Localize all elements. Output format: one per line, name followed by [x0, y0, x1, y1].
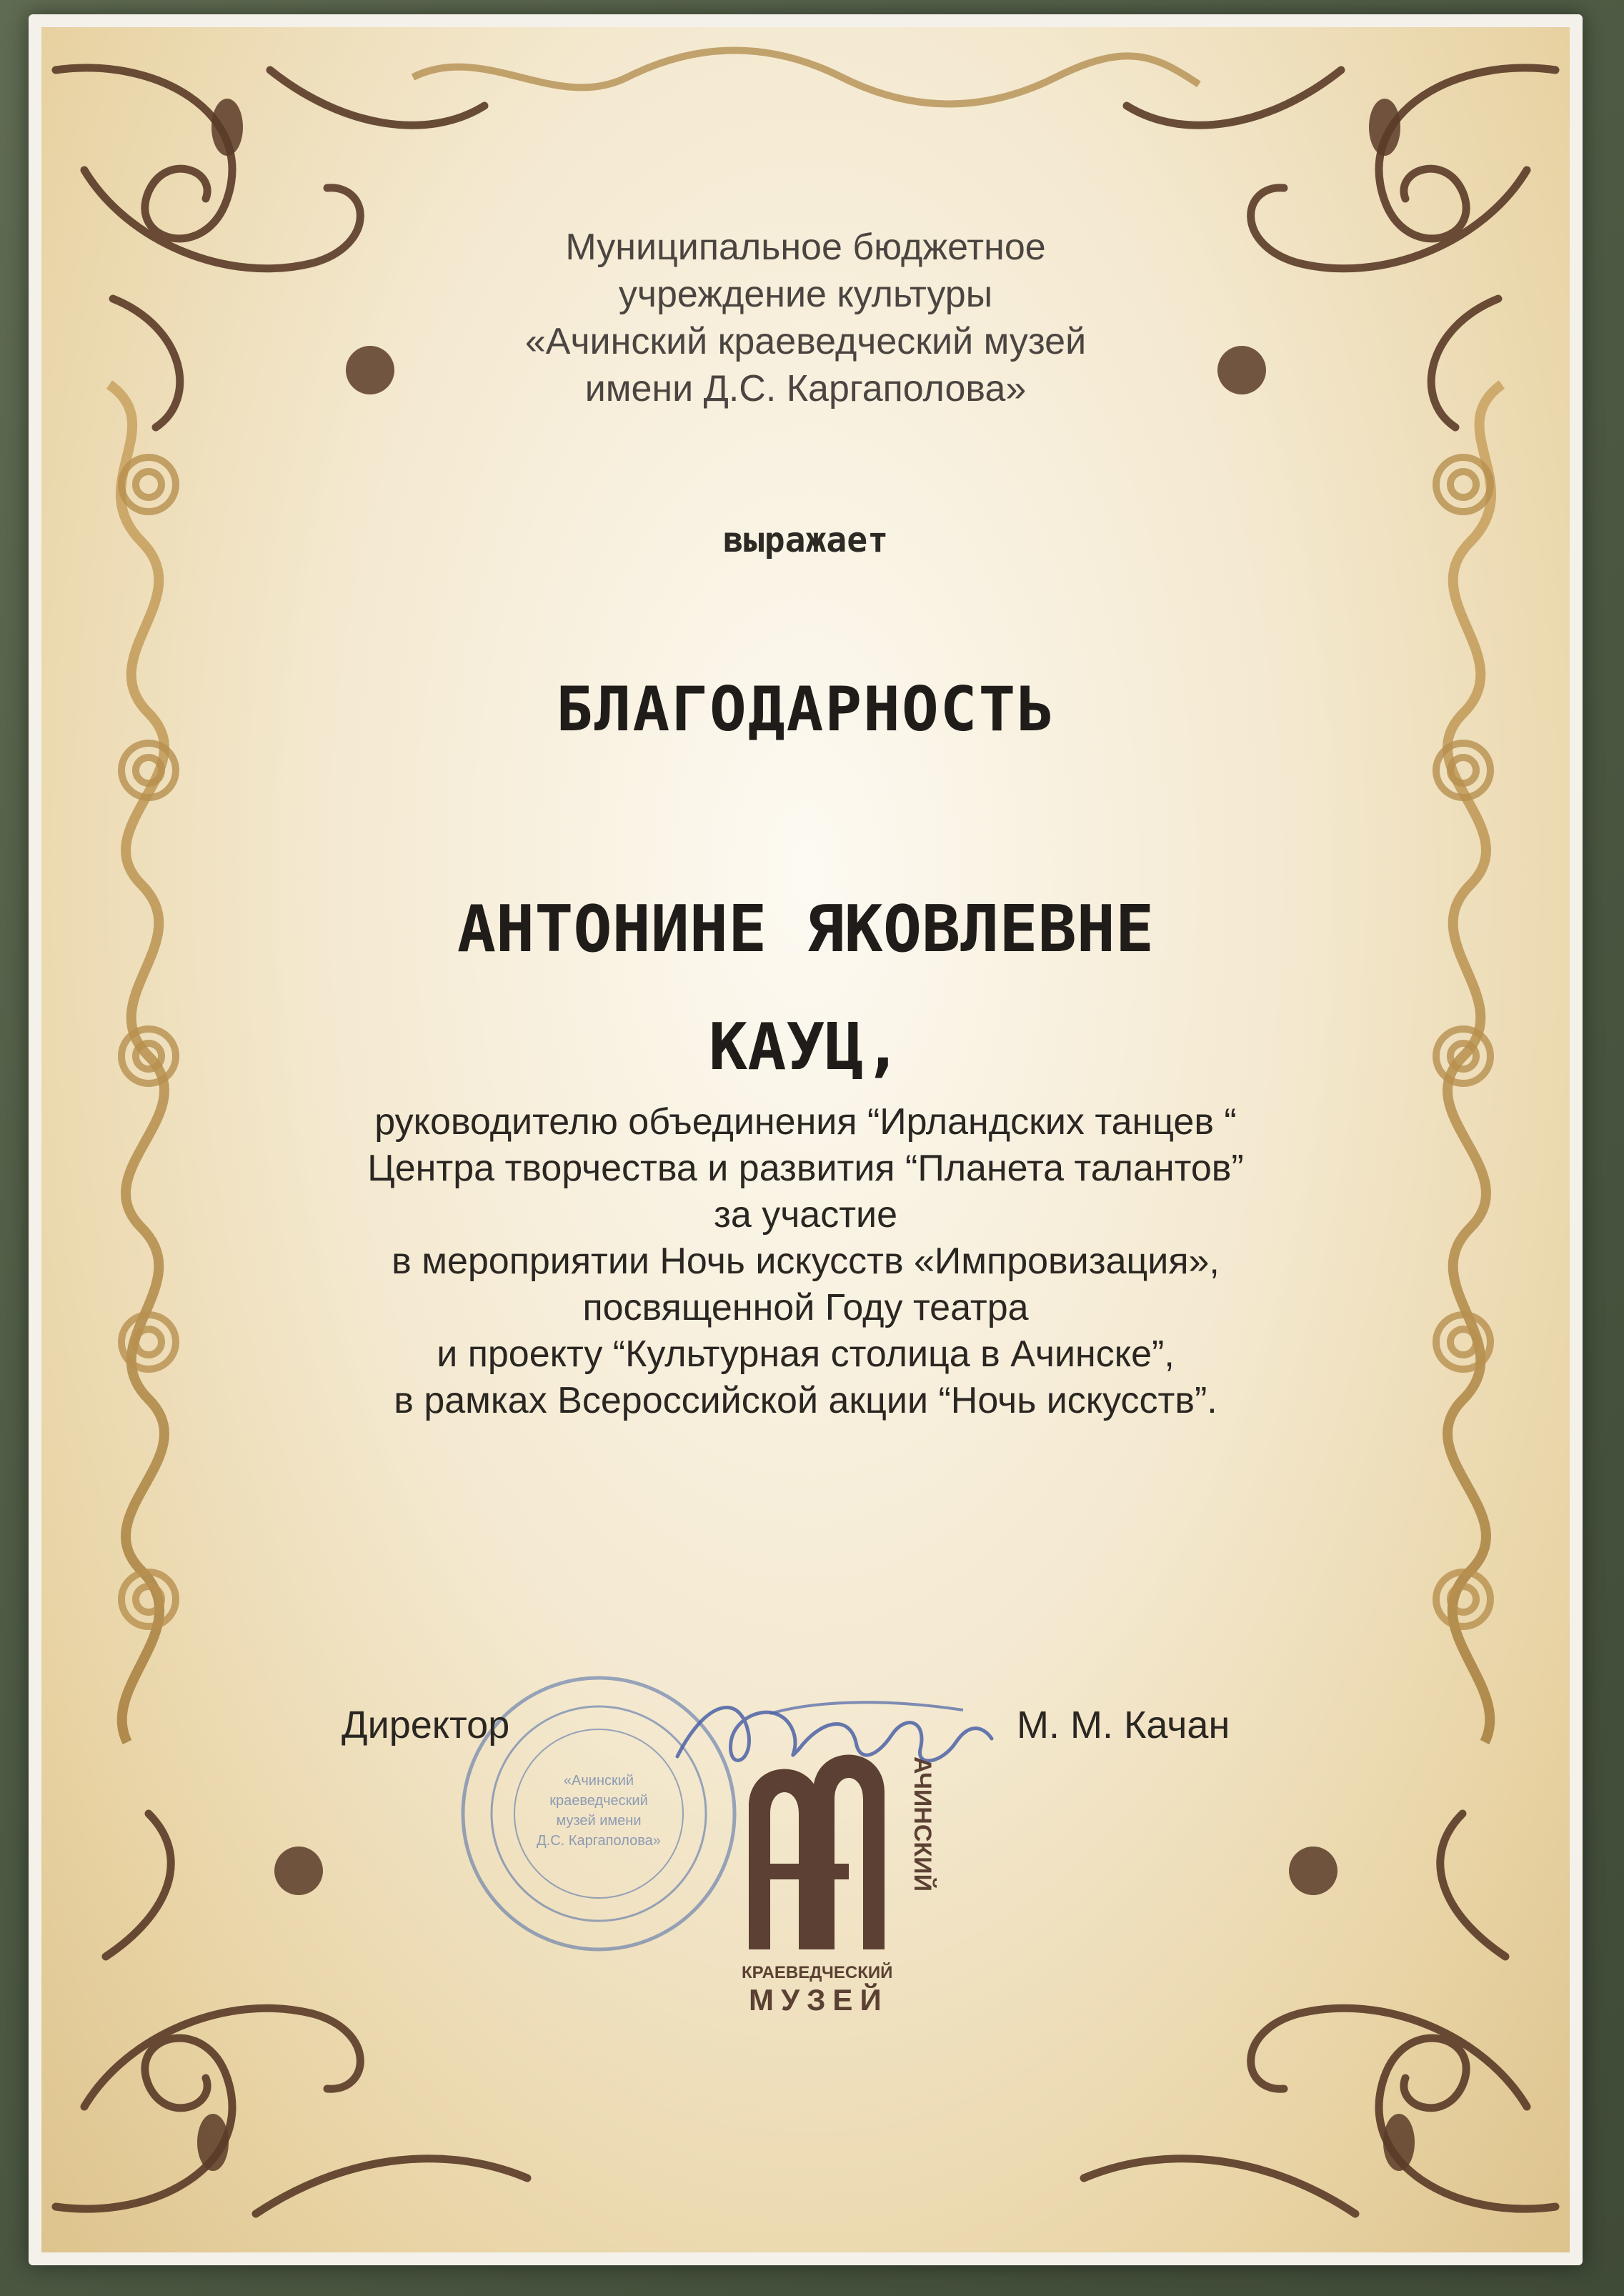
svg-text:краеведческий: краеведческий: [549, 1793, 648, 1809]
body-line: в рамках Всероссийской акции “Ночь искусств”.: [394, 1380, 1217, 1421]
svg-text:музей имени: музей имени: [556, 1813, 642, 1829]
body-line: посвященной Году театра: [582, 1287, 1029, 1328]
svg-text:«Ачинский: «Ачинский: [563, 1773, 634, 1789]
svg-text:КРАЕВЕДЧЕСКИЙ: КРАЕВЕДЧЕСКИЙ: [742, 1963, 893, 1982]
svg-text:Д.С. Каргаполова»: Д.С. Каргаполова»: [537, 1833, 661, 1849]
director-name: М. М. Качан: [1017, 1704, 1230, 1746]
svg-text:АЧИНСКИЙ: АЧИНСКИЙ: [909, 1756, 936, 1892]
body-line: Центра творчества и развития “Планета талантов”: [367, 1148, 1244, 1189]
recipient-name-line1: АНТОНИНЕ ЯКОВЛЕВНЕ: [457, 892, 1155, 967]
certificate-frame: [29, 14, 1583, 2265]
recipient-name-line2: КАУЦ,: [709, 1010, 902, 1085]
certificate-body: [41, 1099, 1570, 1424]
certificate-title: БЛАГОДАРНОСТЬ: [555, 674, 1056, 745]
org-line: учреждение культуры: [618, 274, 993, 315]
body-line: и проекту “Культурная столица в Ачинске”,: [437, 1333, 1175, 1375]
expresses-text: выражает: [722, 520, 889, 560]
organization-header: [41, 224, 1570, 412]
director-label: Директор: [342, 1704, 510, 1746]
org-line: имени Д.С. Каргаполова»: [584, 368, 1027, 409]
body-line: в мероприятии Ночь искусств «Импровизация»,: [392, 1241, 1220, 1282]
certificate-sheet: [41, 27, 1570, 2252]
org-line: Муниципальное бюджетное: [565, 227, 1046, 268]
body-line: руководителю объединения “Ирландских танцев “: [374, 1101, 1237, 1143]
svg-text:МУЗЕЙ: МУЗЕЙ: [749, 1983, 889, 2017]
museum-logo: [727, 1728, 942, 2028]
body-line: за участие: [713, 1194, 897, 1236]
org-line: «Ачинский краеведческий музей: [524, 321, 1087, 362]
